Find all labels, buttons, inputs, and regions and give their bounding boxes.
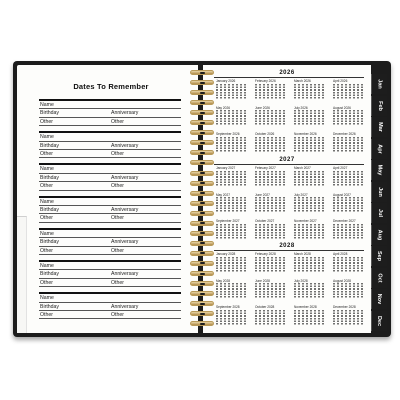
month-name: July 2026 <box>294 105 308 110</box>
entry-block <box>39 292 181 319</box>
day-grid <box>294 310 324 325</box>
entry-line <box>39 101 181 109</box>
tab-sep[interactable] <box>371 246 387 266</box>
month-name: September 2026 <box>216 132 240 136</box>
month-calendar <box>255 193 285 213</box>
month-name: April 2028 <box>333 252 348 256</box>
entry-line <box>39 118 181 126</box>
entry-block <box>39 260 181 287</box>
tab-label: Aug <box>376 229 383 240</box>
entry-block <box>39 99 181 126</box>
other-label: Other <box>111 311 124 318</box>
anniversary-label: Anniversary <box>111 110 139 117</box>
tab-label: Jan <box>376 79 383 89</box>
day-grid <box>216 224 246 239</box>
name-label: Name <box>40 263 54 269</box>
entry-line <box>39 262 181 270</box>
spiral-coil <box>190 120 214 125</box>
month-calendar <box>333 252 363 272</box>
day-grid <box>216 171 246 186</box>
month-name: March 2028 <box>294 252 311 256</box>
month-calendar <box>255 305 285 325</box>
birthday-label: Birthday <box>40 303 60 310</box>
month-name: October 2026 <box>255 132 275 136</box>
month-calendar <box>216 219 246 239</box>
day-grid <box>333 310 363 325</box>
year-label: 2027 <box>279 157 295 163</box>
month-calendar <box>216 79 246 99</box>
day-grid <box>294 137 324 152</box>
day-grid <box>333 283 363 298</box>
month-name: October 2027 <box>255 219 275 223</box>
day-grid <box>294 257 324 272</box>
month-calendar <box>294 106 324 126</box>
month-name: March 2027 <box>294 166 311 170</box>
month-calendar <box>255 279 285 299</box>
tab-label: Mar <box>376 122 383 132</box>
entry-line <box>39 206 181 214</box>
month-name: August 2028 <box>333 278 351 283</box>
month-calendar <box>294 219 324 239</box>
entry-line <box>39 150 181 158</box>
anniversary-label: Anniversary <box>111 174 139 181</box>
month-calendar <box>294 305 324 325</box>
birthday-label: Birthday <box>40 174 60 181</box>
spiral-coil <box>190 80 214 85</box>
month-name: February 2028 <box>255 252 276 256</box>
tab-label: May <box>376 164 383 176</box>
entry-line <box>39 279 181 287</box>
tab-jun[interactable] <box>371 182 387 202</box>
entry-line <box>39 311 181 319</box>
year-label: 2028 <box>279 243 295 249</box>
month-calendar <box>333 79 363 99</box>
month-calendar <box>333 132 363 152</box>
day-grid <box>333 257 363 272</box>
day-grid <box>255 224 285 239</box>
other-label: Other <box>111 183 124 190</box>
spiral-coil <box>190 150 214 155</box>
tab-may[interactable] <box>371 160 387 180</box>
spiral-coil <box>190 130 214 135</box>
day-grid <box>294 224 324 239</box>
day-grid <box>333 110 363 125</box>
month-calendar <box>333 219 363 239</box>
tab-aug[interactable] <box>371 225 387 245</box>
entry-line <box>39 303 181 311</box>
other-label: Other <box>111 118 124 125</box>
month-name: March 2026 <box>294 79 311 83</box>
tab-label: Dec <box>376 315 383 326</box>
month-name: December 2028 <box>333 305 356 309</box>
birthday-label: Birthday <box>40 110 60 117</box>
month-name: June 2028 <box>255 278 270 283</box>
month-calendar <box>294 252 324 272</box>
day-grid <box>255 283 285 298</box>
month-name: September 2027 <box>216 219 240 223</box>
spiral-coil <box>190 221 214 226</box>
month-calendar <box>255 106 285 126</box>
month-name: August 2027 <box>333 192 351 197</box>
tab-mar[interactable] <box>371 117 387 137</box>
month-name: October 2028 <box>255 305 275 309</box>
entry-line <box>39 165 181 173</box>
other-label: Other <box>111 247 124 254</box>
anniversary-label: Anniversary <box>111 271 139 278</box>
spiral-coil <box>190 211 214 216</box>
tab-label: Oct <box>376 272 383 283</box>
name-label: Name <box>40 134 54 141</box>
day-grid <box>216 257 246 272</box>
day-grid <box>255 310 285 325</box>
month-calendar <box>216 279 246 299</box>
month-calendar <box>294 166 324 186</box>
day-grid <box>294 171 324 186</box>
day-grid <box>294 283 324 298</box>
month-name: January 2028 <box>216 252 236 256</box>
spiral-coil <box>190 301 214 306</box>
entry-line <box>39 109 181 117</box>
spiral-coil <box>190 231 214 236</box>
spiral-coil <box>190 201 214 206</box>
tab-feb[interactable] <box>371 96 387 116</box>
day-grid <box>255 197 285 212</box>
month-name: September 2028 <box>216 305 240 309</box>
entry-line <box>39 294 181 302</box>
entry-line <box>39 247 181 255</box>
spiral-coil <box>190 100 214 105</box>
year-label: 2026 <box>279 70 295 76</box>
other-label: Other <box>40 118 53 125</box>
day-grid <box>294 84 324 99</box>
month-calendar <box>255 166 285 186</box>
day-grid <box>255 110 285 125</box>
entry-line <box>39 238 181 246</box>
spiral-coil <box>190 261 214 266</box>
other-label: Other <box>40 311 53 318</box>
tab-label: Sep <box>376 250 383 262</box>
day-grid <box>216 137 246 152</box>
entry-block <box>39 228 181 255</box>
month-calendar <box>216 132 246 152</box>
month-name: December 2027 <box>333 219 356 223</box>
tab-label: Jun <box>376 186 383 197</box>
month-calendar <box>294 279 324 299</box>
spiral-binding <box>190 66 216 332</box>
month-calendar <box>255 252 285 272</box>
day-grid <box>255 171 285 186</box>
day-grid <box>216 283 246 298</box>
month-tabs <box>371 66 387 332</box>
tab-label: Jul <box>376 209 383 217</box>
month-name: April 2027 <box>333 166 348 170</box>
tab-label: Feb <box>376 100 383 111</box>
month-calendar <box>255 219 285 239</box>
spiral-coil <box>190 321 214 326</box>
entry-block <box>39 196 181 223</box>
spiral-coil <box>190 191 214 196</box>
day-grid <box>333 84 363 99</box>
other-label: Other <box>111 215 124 222</box>
month-name: February 2027 <box>255 166 276 170</box>
spiral-coil <box>190 140 214 145</box>
month-calendar <box>294 193 324 213</box>
month-name: November 2028 <box>294 305 317 309</box>
entry-line <box>39 270 181 278</box>
other-label: Other <box>40 183 53 190</box>
day-grid <box>333 137 363 152</box>
other-label: Other <box>40 247 53 254</box>
other-label: Other <box>111 150 124 157</box>
anniversary-label: Anniversary <box>111 239 139 246</box>
day-grid <box>216 110 246 125</box>
birthday-label: Birthday <box>40 206 60 213</box>
month-name: December 2026 <box>333 132 356 136</box>
entry-block <box>39 163 181 190</box>
month-name: July 2027 <box>294 192 308 197</box>
day-grid <box>333 224 363 239</box>
month-name: January 2027 <box>216 166 236 170</box>
entry-line <box>39 174 181 182</box>
spiral-coil <box>190 281 214 286</box>
month-calendar <box>333 305 363 325</box>
month-name: January 2026 <box>216 79 236 83</box>
spiral-coil <box>190 110 214 115</box>
month-name: June 2027 <box>255 192 270 197</box>
other-label: Other <box>40 279 53 286</box>
day-grid <box>255 137 285 152</box>
anniversary-label: Anniversary <box>111 206 139 213</box>
day-grid <box>294 197 324 212</box>
name-label: Name <box>40 230 54 237</box>
anniversary-label: Anniversary <box>111 303 139 310</box>
day-grid <box>216 84 246 99</box>
year-rule <box>214 77 364 78</box>
month-calendar <box>294 79 324 99</box>
spiral-coil <box>190 291 214 296</box>
year-rule <box>214 164 364 165</box>
month-calendar <box>255 132 285 152</box>
tab-dec[interactable] <box>371 311 387 331</box>
entry-line <box>39 214 181 222</box>
name-label: Name <box>40 102 54 108</box>
entry-block <box>39 131 181 158</box>
month-calendar <box>216 193 246 213</box>
birthday-label: Birthday <box>40 142 60 149</box>
tab-apr[interactable] <box>371 139 387 159</box>
spiral-coil <box>190 311 214 316</box>
other-label: Other <box>40 215 53 222</box>
day-grid <box>255 257 285 272</box>
name-label: Name <box>40 295 54 302</box>
month-calendar <box>216 305 246 325</box>
name-label: Name <box>40 166 54 173</box>
other-label: Other <box>111 279 124 286</box>
month-calendar <box>333 106 363 126</box>
spiral-coil <box>190 181 214 186</box>
month-name: February 2026 <box>255 79 276 83</box>
day-grid <box>255 84 285 99</box>
month-name: April 2026 <box>333 79 348 83</box>
month-calendar <box>333 166 363 186</box>
month-name: June 2026 <box>255 105 270 110</box>
anniversary-label: Anniversary <box>111 142 139 149</box>
tab-jan[interactable] <box>371 74 387 94</box>
day-grid <box>294 110 324 125</box>
birthday-label: Birthday <box>40 239 60 246</box>
spiral-coil <box>190 171 214 176</box>
spiral-coil <box>190 90 214 95</box>
name-label: Name <box>40 198 54 205</box>
tab-label: Nov <box>376 293 383 305</box>
tab-nov[interactable] <box>371 289 387 309</box>
day-grid <box>333 171 363 186</box>
month-name: May 2027 <box>216 192 230 197</box>
month-name: July 2028 <box>294 278 308 283</box>
month-calendar <box>216 106 246 126</box>
month-name: August 2026 <box>333 105 351 110</box>
entry-line <box>39 142 181 150</box>
entry-line <box>39 182 181 190</box>
tab-oct[interactable] <box>371 268 387 288</box>
month-name: November 2027 <box>294 219 317 223</box>
month-calendar <box>294 132 324 152</box>
entry-line <box>39 133 181 141</box>
day-grid <box>216 310 246 325</box>
inner-pocket <box>17 216 27 333</box>
year-rule <box>214 250 364 251</box>
month-name: May 2028 <box>216 278 230 283</box>
dates-to-remember-title: Dates To Remember <box>73 82 149 91</box>
entry-line <box>39 230 181 238</box>
birthday-label: Birthday <box>40 271 60 278</box>
month-calendar <box>333 193 363 213</box>
tab-jul[interactable] <box>371 203 387 223</box>
month-name: May 2026 <box>216 105 230 110</box>
month-calendar <box>255 79 285 99</box>
month-calendar <box>216 252 246 272</box>
spiral-coil <box>190 251 214 256</box>
month-name: November 2026 <box>294 132 317 136</box>
month-calendar <box>216 166 246 186</box>
entry-line <box>39 198 181 206</box>
other-label: Other <box>40 150 53 157</box>
spiral-coil <box>190 271 214 276</box>
tab-label: Apr <box>376 143 383 154</box>
day-grid <box>333 197 363 212</box>
month-calendar <box>333 279 363 299</box>
day-grid <box>216 197 246 212</box>
